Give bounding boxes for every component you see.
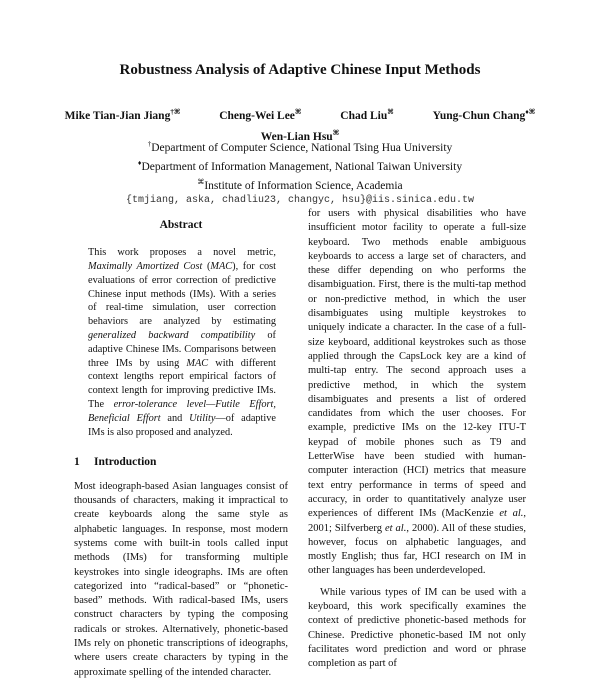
abstract-body: This work proposes a novel metric, Maximally Amortized Cost (MAC), for cost evaluations of error correction of predictive Chinese input methods (IMs). With a series of real-time simulation, user correction behaviors are analyzed by estimating generalized backward compatibility of adaptive Chinese IMs. Comparisons between three IMs by using MAC with different context lengths report empirical factors of context length for improving predictive IMs. The error-tolerance level—Futile Effort, Beneficial Effort and Utility—of adaptive IMs is also proposed and analyzed. [88,247,277,438]
author: Cheng-Wei Lee⌘ [219,108,302,122]
section-heading: 1 Introduction [74,456,157,469]
author-emails: {tmjiang, aska, chadliu23, changyc, hsu}@iis.sinica.edu.tw [125,195,475,207]
affiliation: ⌘Institute of Information Science, Academia [197,177,403,192]
affiliation: ♦Department of Information Management, National Taiwan University [137,158,463,173]
paper-title: Robustness Analysis of Adaptive Chinese Input Methods [119,62,481,78]
author: Mike Tian-Jian Jiang†⌘ [64,108,181,122]
left-column [74,218,288,680]
body-paragraph: for users with physical disabilities who have insufficient motor facility to operate a full-size keyboard. Two methods enable ambiguous keyboards to access a large set of characters, and these differ depending on who performs the disambiguation. First, there is the multi-tap method or non-predictive method, in which the user disambiguates using multiple keystrokes to uniquely indicate a character. In the case of a full-size keyboard, additional keystrokes such as those applied through the CapsLock key are a kind of multi-tap entry. The second approach uses a predictive method, in which the system disambiguates and presents a list of ordered candidates from which the user chooses. For example, predictive IMs on the 12-key ITU-T keypad of mobile phones such as T9 and LetterWise have been studied with human-computer interaction (HCI) metrics that measure text entry performance in terms of speed and accuracy, in order to quantitatively analyze user experiences of different IMs (MacKenzie et al., 2001; Silfverberg et al., 2000). All of these studies, however, focus on alphabetic languages, and mostly English; thus far, HCI research on IM in other languages has been underdeveloped. [308,208,526,577]
right-column [308,207,526,672]
intro-paragraph: Most ideograph-based Asian languages consist of thousands of characters, making it impractical to create keyboards along the same style as alphabetic languages. In response, most modern systems come with built-in tools called input methods (IMs) for transforming multiple keystrokes into single ideographs. IMs are often categorized into “radical-based” or “phonetic-based” methods. With radical-based IMs, users construct characters by typing the composing radicals or strokes. Alternatively, phonetic-based IMs rely on phonetic transcriptions of ideographs, where users create characters by typing in the approximate spelling of the intended character. [74,480,288,678]
abstract-heading: Abstract [159,219,203,231]
affiliations [0,137,600,208]
author: Chad Liu⌘ [340,108,394,122]
author: Wen-Lian Hsu⌘ [260,128,340,143]
author: Yung-Chun Chang♦⌘ [432,108,536,122]
body-paragraph: While various types of IM can be used with a keyboard, this work specifically examines the context of predictive phonetic-based methods for Chinese. Predictive phonetic-based IM not only facilitates word prediction and word or phrase completion as part of [308,586,526,670]
affiliation: †Department of Computer Science, National Tsing Hua University [147,140,453,154]
